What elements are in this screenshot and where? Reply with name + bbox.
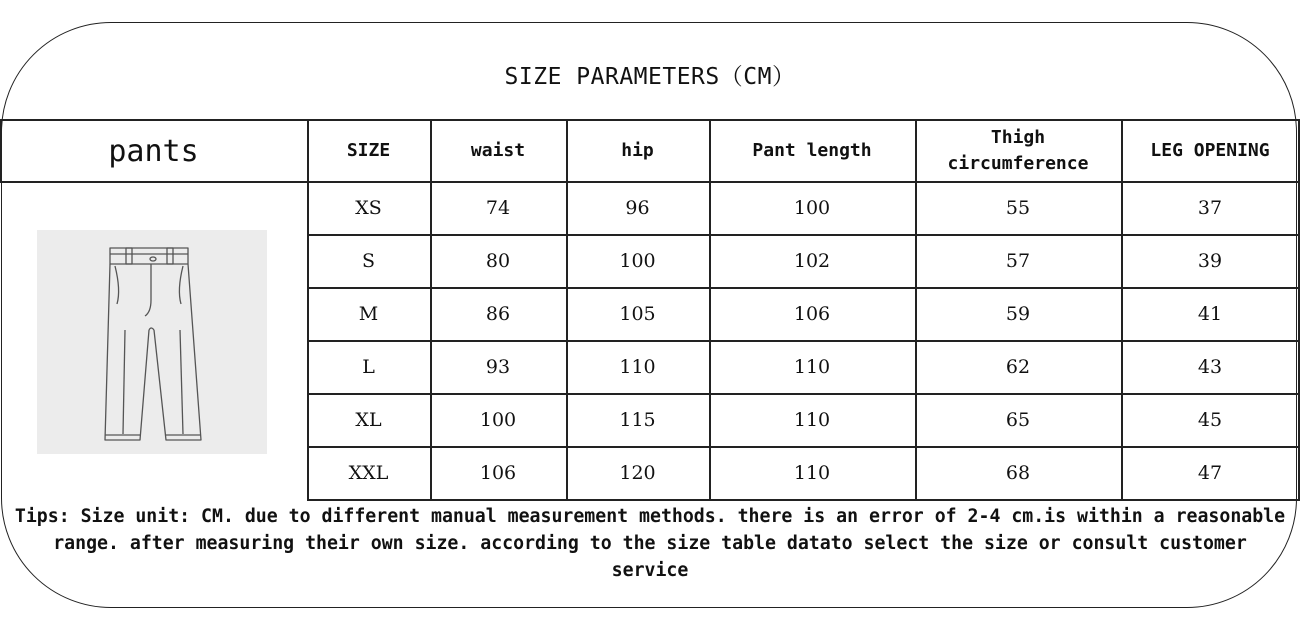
measurement-cell: 120 <box>619 462 656 484</box>
measurement-cell: 96 <box>625 197 650 219</box>
product-label: pants <box>108 133 199 169</box>
header-size: SIZE <box>346 140 391 161</box>
header-hip: hip <box>621 140 654 161</box>
measurement-cell: 43 <box>1197 356 1223 378</box>
measurement-cell: 106 <box>793 303 831 325</box>
measurement-cell: 110 <box>793 409 831 431</box>
measurement-cell: 86 <box>485 303 511 325</box>
measurement-cell: 80 <box>485 250 511 272</box>
measurement-cell: 59 <box>1005 303 1031 325</box>
size-cell: L <box>362 356 375 378</box>
measurement-cell: 102 <box>793 250 831 272</box>
size-cell: XS <box>355 197 382 219</box>
measurement-cell: 68 <box>1005 462 1031 484</box>
measurement-cell: 93 <box>485 356 511 378</box>
measurement-cell: 110 <box>619 356 656 378</box>
header-thigh-circumference: Thigh circumference <box>947 127 1089 174</box>
measurement-cell: 110 <box>793 462 831 484</box>
measurement-cell: 57 <box>1005 250 1031 272</box>
measurement-cell: 110 <box>793 356 831 378</box>
measurement-cell: 55 <box>1005 197 1031 219</box>
measurement-cell: 65 <box>1005 409 1031 431</box>
page-title: SIZE PARAMETERS（CM） <box>504 64 796 90</box>
measurement-cell: 105 <box>619 303 656 325</box>
measurement-cell: 106 <box>479 462 517 484</box>
header-pant-length: Pant length <box>752 140 872 161</box>
measurement-cell: 39 <box>1197 250 1223 272</box>
measurement-cell: 37 <box>1197 197 1223 219</box>
size-cell: M <box>358 303 379 325</box>
measurement-cell: 115 <box>619 409 656 431</box>
measurement-cell: 41 <box>1197 303 1223 325</box>
measurement-cell: 100 <box>479 409 517 431</box>
size-cell: S <box>361 250 376 272</box>
header-leg-opening: LEG OPENING <box>1150 140 1270 161</box>
measurement-cell: 45 <box>1197 409 1223 431</box>
pants-icon <box>37 230 267 454</box>
pants-image <box>37 230 267 454</box>
tips-text: Tips: Size unit: CM. due to different manual measurement methods. there is an error of 2-4 cm.is within a reasonable range. after measuring their own size. according to the size table datato select the size or consult customer service <box>14 506 1286 581</box>
table-bottom-border <box>307 499 1300 501</box>
measurement-cell: 100 <box>793 197 831 219</box>
header-waist: waist <box>470 140 526 161</box>
size-cell: XXL <box>348 462 389 484</box>
measurement-cell: 47 <box>1197 462 1223 484</box>
size-cell: XL <box>355 409 382 431</box>
measurement-cell: 62 <box>1005 356 1031 378</box>
measurement-cell: 74 <box>485 197 511 219</box>
measurement-cell: 100 <box>619 250 656 272</box>
